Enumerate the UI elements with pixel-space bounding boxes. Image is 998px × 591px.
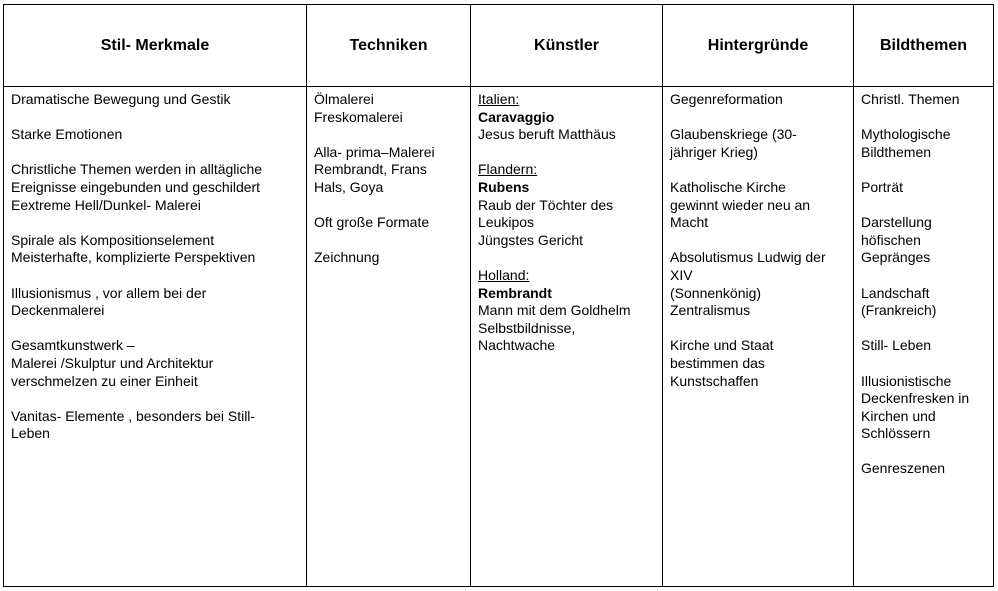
text-block [861,460,987,478]
text-line: Meisterhafte, komplizierte Perspektiven [11,249,256,266]
text-block [314,144,464,197]
header-techniken: Techniken [307,5,471,87]
cell-kuenstler [471,87,663,587]
text-line: Deckenfresken in [861,390,970,407]
text-line: Absolutismus Ludwig der [670,249,826,266]
text-line: Malerei /Skulptur und Architektur [11,354,214,371]
header-kuenstler: Künstler [471,5,663,87]
text-line: Macht [670,214,709,231]
text-line: Zentralismus [670,302,751,319]
text-line: Eextreme Hell/Dunkel- Malerei [11,196,201,213]
text-block [861,214,987,267]
text-line: Landschaft [861,284,930,301]
text-line: Gegenreformation [670,91,783,107]
text-line: Freskomalerei [314,108,403,125]
baroque-overview-table [3,4,994,587]
text-block [670,126,847,161]
text-block [670,91,847,109]
text-line: (Frankreich) [861,302,937,319]
text-line: Oft große Formate [314,214,430,231]
artist-name: Caravaggio [478,108,555,125]
cell-hintergruende [663,87,854,587]
text-block [11,161,300,214]
text-line: Schlössern [861,425,931,442]
text-line: gewinnt wieder neu an [670,196,811,213]
text-line: Kirchen und [861,407,936,424]
artwork-title: Mann mit dem Goldhelm [478,302,631,319]
text-line: Ereignisse eingebunden und geschildert [11,178,261,195]
artwork-title: Raub der Töchter des [478,196,614,213]
text-line: (Sonnenkönig) [670,284,762,301]
text-line: Ölmalerei [314,91,374,107]
text-line: Starke Emotionen [11,126,123,143]
text-line: Bildthemen [861,143,932,160]
text-line: Genreszenen [861,460,946,477]
artwork-title: Jüngstes Gericht [478,231,584,248]
text-line: Leben [11,425,50,442]
text-line: Kunstschaffen [670,372,759,389]
text-block [11,337,300,390]
artist-block [478,267,656,355]
text-block [670,337,847,390]
cell-bildthemen [854,87,994,587]
region-label: Italien: [478,91,520,107]
text-line: Kirche und Staat [670,337,774,354]
header-stil-merkmale: Stil- Merkmale [4,5,307,87]
region-label: Holland: [478,266,530,283]
text-line: Vanitas- Elemente , besonders bei Still- [11,407,256,424]
cell-stil-merkmale [4,87,307,587]
text-block [670,249,847,319]
content-row [4,87,994,587]
text-block [861,373,987,443]
text-block [11,126,300,144]
artwork-title: Nachtwache [478,337,556,354]
text-line: Dramatische Bewegung und Gestik [11,91,231,107]
header-bildthemen: Bildthemen [854,5,994,87]
text-block [861,179,987,197]
text-line: Christl. Themen [861,91,960,107]
text-line: Hals, Goya [314,178,384,195]
text-line: Gepränges [861,249,931,266]
text-block [11,232,300,267]
text-line: Alla- prima–Malerei [314,143,435,160]
text-line: Illusionismus , vor allem bei der [11,284,207,301]
artwork-title: Leukipos [478,214,535,231]
text-line: Christliche Themen werden in alltägliche [11,161,263,178]
text-block [861,337,987,355]
text-line: Mythologische [861,126,951,143]
text-block [11,408,300,443]
text-line: Rembrandt, Frans [314,161,427,178]
text-line: Still- Leben [861,337,932,354]
text-line: Glaubenskriege (30- [670,126,797,143]
text-block [11,285,300,320]
text-line: höfischen [861,231,921,248]
text-line: XIV [670,266,693,283]
text-block [861,285,987,320]
region-label: Flandern: [478,161,538,178]
artist-name: Rubens [478,178,530,195]
text-block [314,91,464,126]
text-line: Zeichnung [314,249,380,266]
text-line: verschmelzen zu einer Einheit [11,372,198,389]
artwork-title: Selbstbildnisse, [478,319,576,336]
text-line: Katholische Kirche [670,178,786,195]
text-line: Spirale als Kompositionselement [11,231,215,248]
text-block [861,91,987,109]
text-line: Deckenmalerei [11,302,105,319]
text-block [861,126,987,161]
text-block [314,249,464,267]
text-line: Gesamtkunstwerk – [11,337,135,354]
text-line: Darstellung [861,214,932,231]
text-block [11,91,300,109]
artist-name: Rembrandt [478,284,552,301]
text-line: Illusionistische [861,372,952,389]
text-block [314,214,464,232]
artist-block [478,91,656,144]
text-line: bestimmen das [670,354,765,371]
artist-block [478,161,656,249]
text-line: jähriger Krieg) [670,143,758,160]
header-hintergruende: Hintergründe [663,5,854,87]
text-block [670,179,847,232]
cell-techniken [307,87,471,587]
artwork-title: Jesus beruft Matthäus [478,126,616,143]
header-row [4,5,994,87]
text-line: Porträt [861,178,904,195]
